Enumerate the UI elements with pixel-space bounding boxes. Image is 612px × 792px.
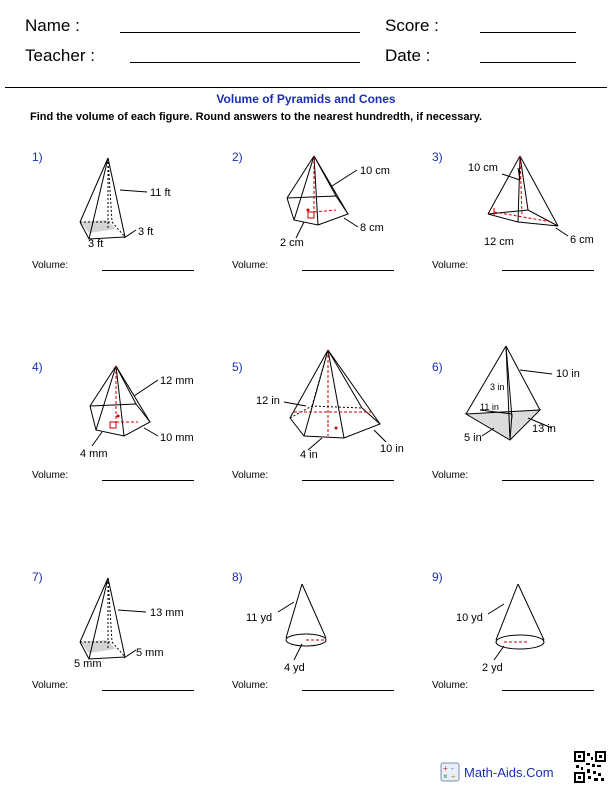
problem-5 [232, 360, 432, 550]
base-height-label: 11 in [480, 402, 499, 412]
base-length-label: 12 cm [484, 236, 514, 248]
problem-number: 3) [432, 150, 443, 164]
volume-answer-field[interactable] [102, 690, 194, 691]
square-pyramid-figure [32, 570, 232, 680]
volume-answer-field[interactable] [102, 270, 194, 271]
instructions: Find the volume of each figure. Round answers to the nearest hundredth, if necessary. [30, 111, 483, 123]
problem-3 [432, 150, 612, 340]
volume-label: Volume: [32, 260, 69, 271]
problem-8 [232, 570, 432, 760]
cone-figure [232, 570, 432, 680]
svg-text:÷: ÷ [451, 772, 456, 781]
pyramid-height-label: 3 in [490, 382, 505, 392]
triangular-pyramid-figure [432, 360, 612, 470]
base-length-label: 3 ft [88, 238, 104, 250]
name-field[interactable] [120, 32, 360, 33]
problem-1 [32, 150, 232, 340]
slant-height-label: 12 mm [160, 375, 194, 387]
calculator-icon [440, 762, 460, 782]
score-label: Score : [385, 16, 439, 35]
problem-number: 6) [432, 360, 443, 374]
rectangular-pyramid-figure [432, 150, 612, 260]
score-field[interactable] [480, 32, 576, 33]
qr-code-icon [574, 751, 606, 783]
problem-number: 7) [32, 570, 43, 584]
volume-label: Volume: [232, 470, 269, 481]
pentagonal-pyramid-figure [32, 360, 232, 470]
base-width-label: 5 in [464, 432, 482, 444]
side-length-label: 10 in [380, 443, 404, 455]
base-width-label: 6 cm [570, 234, 594, 246]
base-width-label: 5 mm [136, 647, 164, 659]
problem-number: 2) [232, 150, 243, 164]
hexagonal-pyramid-figure [232, 360, 432, 470]
problem-number: 5) [232, 360, 243, 374]
problem-4 [32, 360, 232, 550]
slant-height-label: 10 cm [360, 165, 390, 177]
pentagonal-pyramid-figure [232, 150, 432, 260]
volume-label: Volume: [32, 680, 69, 691]
volume-label: Volume: [432, 260, 469, 271]
svg-text:+: + [443, 764, 448, 773]
footer-brand[interactable] [440, 762, 554, 782]
radius-label: 2 yd [482, 662, 503, 674]
problem-7 [32, 570, 232, 760]
volume-answer-field[interactable] [102, 480, 194, 481]
header-divider [5, 87, 607, 88]
problem-number: 1) [32, 150, 43, 164]
volume-label: Volume: [432, 680, 469, 691]
height-label: 11 ft [150, 187, 171, 199]
volume-answer-field[interactable] [502, 690, 594, 691]
problem-number: 4) [32, 360, 43, 374]
problem-number: 9) [432, 570, 443, 584]
volume-label: Volume: [432, 470, 469, 481]
problem-9 [432, 570, 612, 760]
worksheet-title: Volume of Pyramids and Cones [216, 92, 396, 106]
side-length-label: 8 cm [360, 222, 384, 234]
slant-height-label: 11 yd [246, 612, 273, 624]
apothem-label: 2 cm [280, 237, 304, 249]
volume-answer-field[interactable] [302, 690, 394, 691]
teacher-field[interactable] [130, 62, 360, 63]
brand-link[interactable]: Math-Aids.Com [464, 764, 554, 780]
date-field[interactable] [480, 62, 576, 63]
date-label: Date : [385, 46, 431, 65]
height-label: 13 mm [150, 607, 184, 619]
volume-label: Volume: [232, 260, 269, 271]
base-width-label: 3 ft [138, 226, 154, 238]
teacher-label: Teacher : [25, 46, 95, 65]
volume-label: Volume: [232, 680, 269, 691]
diameter-label: 4 yd [284, 662, 305, 674]
volume-answer-field[interactable] [302, 480, 394, 481]
problem-2 [232, 150, 432, 340]
name-label: Name : [25, 16, 80, 35]
svg-text:-: - [451, 764, 454, 773]
height-label: 10 in [556, 368, 580, 380]
svg-text:×: × [443, 772, 448, 781]
square-pyramid-figure [32, 150, 232, 260]
base-length-label: 5 mm [74, 658, 102, 670]
slant-height-label: 12 in [256, 395, 280, 407]
base-side-label: 13 in [532, 423, 556, 435]
slant-height-label: 10 yd [456, 612, 483, 624]
problem-number: 8) [232, 570, 243, 584]
volume-answer-field[interactable] [502, 270, 594, 271]
apothem-label: 4 mm [80, 448, 108, 460]
height-label: 10 cm [468, 162, 498, 174]
volume-answer-field[interactable] [302, 270, 394, 271]
problem-6 [432, 360, 612, 550]
volume-label: Volume: [32, 470, 69, 481]
volume-answer-field[interactable] [502, 480, 594, 481]
side-length-label: 10 mm [160, 432, 194, 444]
apothem-label: 4 in [300, 449, 318, 461]
cone-figure [432, 570, 612, 680]
